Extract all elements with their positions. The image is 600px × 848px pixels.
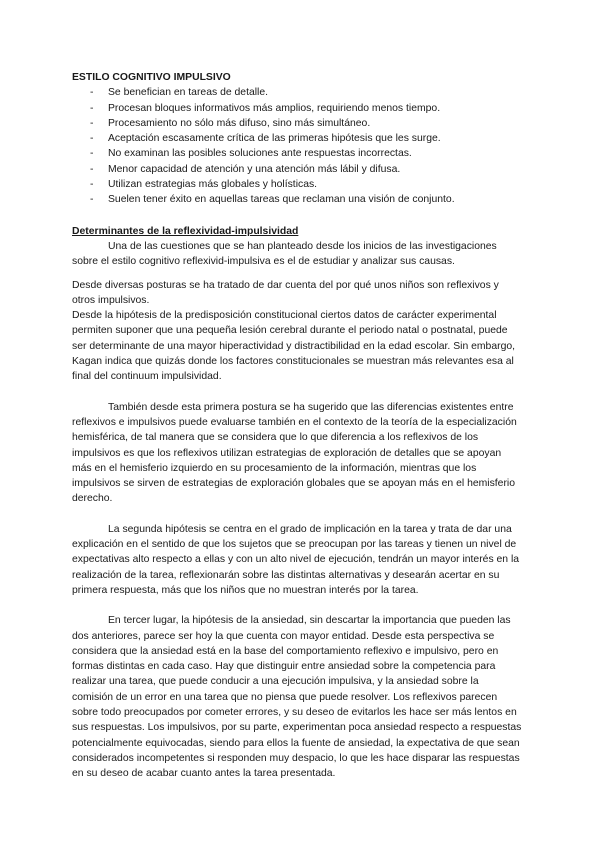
list-item-text: Suelen tener éxito en aquellas tareas que reclaman una visión de conjunto. [108,194,455,206]
list-item-text: No examinan las posibles soluciones ante respuestas incorrectas. [108,148,412,160]
characteristics-list [72,85,522,207]
bullet-dash: - [90,179,94,191]
paragraph-constitutional-hypothesis: Desde la hipótesis de la predisposición constitucional ciertos datos de carácter experimental permiten suponer que una pequeña lesión cerebral durante el periodo natal o postnatal, puede ser determinante de una mayor hiperactividad y distractibilidad en la edad escolar. Sin embargo, Kagan indica que quizás donde los factores constitucionales se muestran más relevantes esa al final del continuum impulsividad. [72,310,516,383]
list-item [72,101,522,116]
bullet-dash: - [90,148,94,160]
list-item [72,146,522,161]
bullet-dash: - [90,163,94,175]
list-item [72,131,522,146]
section-heading: Determinantes de la reflexividad-impulsividad [72,225,299,237]
list-item-text: Menor capacidad de atención y una atención más lábil y difusa. [108,163,401,175]
list-item-text: Procesan bloques informativos más amplios, requiriendo menos tiempo. [108,102,441,114]
bullet-dash: - [90,87,94,99]
bullet-dash: - [90,102,94,114]
list-item [72,162,522,177]
list-item-text: Utilizan estrategias más globales y holísticas. [108,179,318,191]
list-item [72,177,522,192]
paragraph-task-involvement: La segunda hipótesis se centra en el grado de implicación en la tarea y trata de dar una explicación en el sentido de que los sujetos que se preocupan por las tareas y tienen un nivel de expectativas alto respecto a ellas y con un alto nivel de ejecución, tendrán un mayor interés en la realización de la tarea, reflexionarán sobre las distintas alternativas y desearán acertar en su primera respuesta, más que los niños que no muestran interés por la tarea. [72,523,520,596]
list-item [72,85,522,100]
document-title: ESTILO COGNITIVO IMPULSIVO [72,72,231,83]
list-item [72,116,522,131]
bullet-dash: - [90,133,94,145]
paragraph-anxiety-hypothesis: En tercer lugar, la hipótesis de la ansiedad, sin descartar la importancia que pueden las dos anteriores, parece ser hoy la que cuenta con mayor entidad. Desde esta perspectiva se considera que la ansiedad está en la base del comportamiento reflexivo e impulsivo, pero en formas distintas en cada caso. Hay que distinguir entre ansiedad sobre la competencia para realizar una tarea, que puede conducir a una ejecución impulsiva, y la ansiedad sobre la comisión de un error en una tarea que no piensa que puede resolver. Los reflexivos parecen sobre todo preocupados por cometer errores, y su deseo de evitarlos les hace ser más lentos en sus respuestas. Los impulsivos, por su parte, experimentan poca ansiedad respecto a respuestas potencialmente equivocadas, siendo para ellos la fuente de ansiedad, la expectativa de que sean considerados incompetentes si responden muy despacio, lo que les hace disparar las respuestas en su deseo de acabar cuanto antes la tarea presentada. [72,615,522,780]
paragraph-hemispheric-specialization: También desde esta primera postura se ha sugerido que las diferencias existentes entre reflexivos e impulsivos puede evaluarse también en el contexto de la teoría de la especialización hemisférica, de tal manera que se considera que lo que diferencia a los reflexivos de los impulsivos es que los reflexivos utilizan estrategias de exploración de detalles que se apoyan más en el hemisferio izquierdo en su procesamiento de la información, mientras que los impulsivos se sirven de estrategias de exploración globales que se apoyan más en el hemisferio derecho. [72,401,517,505]
paragraph-postures: Desde diversas posturas se ha tratado de dar cuenta del por qué unos niños son reflexivos y otros impulsivos. [72,279,499,306]
bullet-dash: - [90,117,94,129]
list-item-text: Se benefician en tareas de detalle. [108,87,269,99]
list-item [72,192,522,207]
list-item-text: Procesamiento no sólo más difuso, sino más simultáneo. [108,117,371,129]
bullet-dash: - [90,194,94,206]
list-item-text: Aceptación escasamente crítica de las primeras hipótesis que les surge. [108,133,441,145]
paragraph-intro: Una de las cuestiones que se han planteado desde los inicios de las investigaciones sobre el estilo cognitivo reflexivid-impulsiva es el de estudiar y analizar sus causas. [72,240,497,268]
